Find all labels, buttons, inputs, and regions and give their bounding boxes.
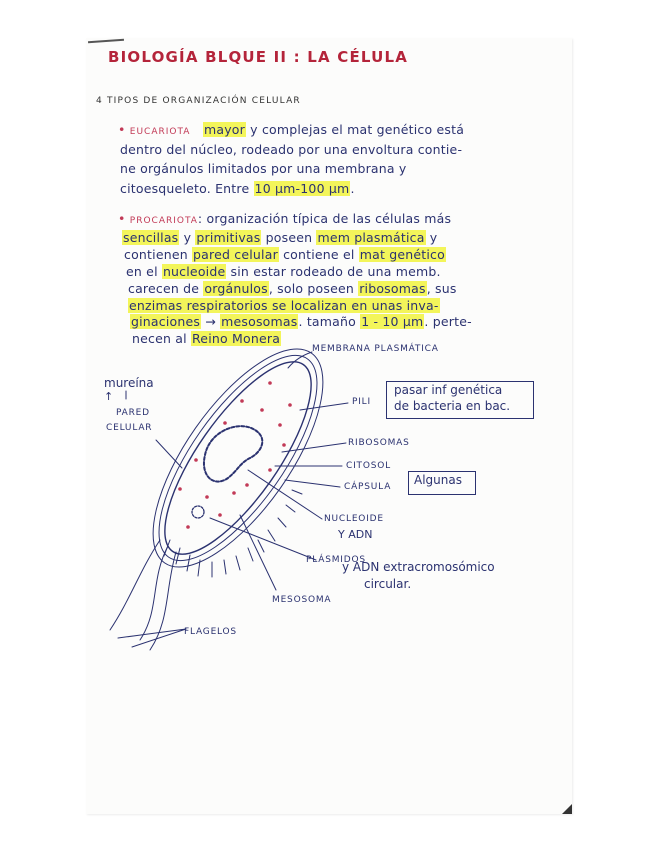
highlight: mem plasmática — [317, 230, 425, 245]
bullet: • — [118, 211, 126, 226]
text: : organización típica de las células más — [197, 211, 452, 226]
highlight: sencillas — [123, 230, 179, 245]
pili-note-line-2: de bacteria en bac. — [394, 399, 511, 413]
cell-wall-outline — [131, 332, 345, 583]
label-ribosomas: RIBOSOMAS — [348, 438, 410, 448]
label-mureina: mureína — [104, 376, 154, 390]
eucariota-line-3: ne orgánulos limitados por una membrana y — [120, 161, 407, 176]
text: y — [179, 230, 196, 245]
text: . — [350, 181, 355, 196]
membrane-outline — [140, 342, 336, 575]
capsule-outline — [122, 323, 354, 592]
text: . perte- — [424, 314, 472, 329]
procariota-label: PROCARIOTA — [129, 216, 198, 226]
text: poseen — [261, 230, 317, 245]
highlight: mesosomas — [221, 314, 298, 329]
label-plasmidos: PLÁSMIDOS — [306, 555, 366, 565]
text: → — [201, 314, 221, 329]
label-capsula: CÁPSULA — [344, 482, 392, 492]
highlight: orgánulos — [204, 281, 268, 296]
text: , solo poseen — [268, 281, 359, 296]
section-heading: 4 TIPOS DE ORGANIZACIÓN CELULAR — [96, 96, 301, 106]
capsula-note: Algunas — [414, 473, 462, 487]
label-nucleoide: NUCLEOIDE — [324, 514, 384, 524]
plasmidos-note-line-2: circular. — [364, 577, 412, 591]
label-flagelos: FLAGELOS — [184, 627, 237, 637]
text: y complejas el mat genético está — [246, 122, 465, 137]
eucariota-line-2: dentro del núcleo, rodeado por una envoltura contie- — [120, 142, 463, 157]
highlight: pared celular — [193, 247, 278, 262]
text: y — [425, 230, 438, 245]
label-mesosoma: MESOSOMA — [272, 595, 332, 605]
text: . tamaño — [298, 314, 361, 329]
label-pili: PILI — [352, 397, 371, 407]
label-celular: CELULAR — [106, 423, 153, 433]
text: citoesqueleto. Entre — [120, 181, 254, 196]
highlight: mat genético — [359, 247, 445, 262]
nucleoide-note: Y ADN — [338, 528, 373, 541]
text: contiene el — [278, 247, 359, 262]
highlight: ginaciones — [131, 314, 201, 329]
highlight: mayor — [203, 122, 245, 137]
label-citosol: CITOSOL — [346, 461, 391, 471]
highlight: 10 μm-100 μm — [254, 181, 350, 196]
text: carecen de — [128, 281, 204, 296]
highlight: nucleoide — [162, 264, 226, 279]
text: , sus — [426, 281, 457, 296]
eucariota-label: EUCARIOTA — [129, 127, 191, 137]
highlight: primitivas — [196, 230, 261, 245]
page-title: BIOLOGÍA BLQUE II : LA CÉLULA — [108, 48, 409, 66]
bullet: • — [118, 122, 126, 137]
label-pared: PARED — [116, 408, 150, 418]
highlight: Reino Monera — [191, 331, 281, 346]
pili-note-line-1: pasar inf genética — [394, 383, 503, 397]
text: necen al — [132, 331, 191, 346]
text: sin estar rodeado de una memb. — [226, 264, 441, 279]
plasmid-shape — [192, 506, 204, 518]
highlight: 1 - 10 μm — [361, 314, 424, 329]
label-membrana: MEMBRANA PLASMÁTICA — [312, 344, 439, 354]
flagella-lines — [110, 540, 176, 650]
text: en el — [126, 264, 162, 279]
text: contienen — [124, 247, 193, 262]
plasmidos-note-line-1: y ADN extracromosómico — [342, 560, 495, 574]
highlight: enzimas respiratorios se localizan en unas inva- — [129, 298, 439, 313]
highlight: ribosomas — [359, 281, 426, 296]
arrow-icon: ↑ — [104, 390, 114, 403]
